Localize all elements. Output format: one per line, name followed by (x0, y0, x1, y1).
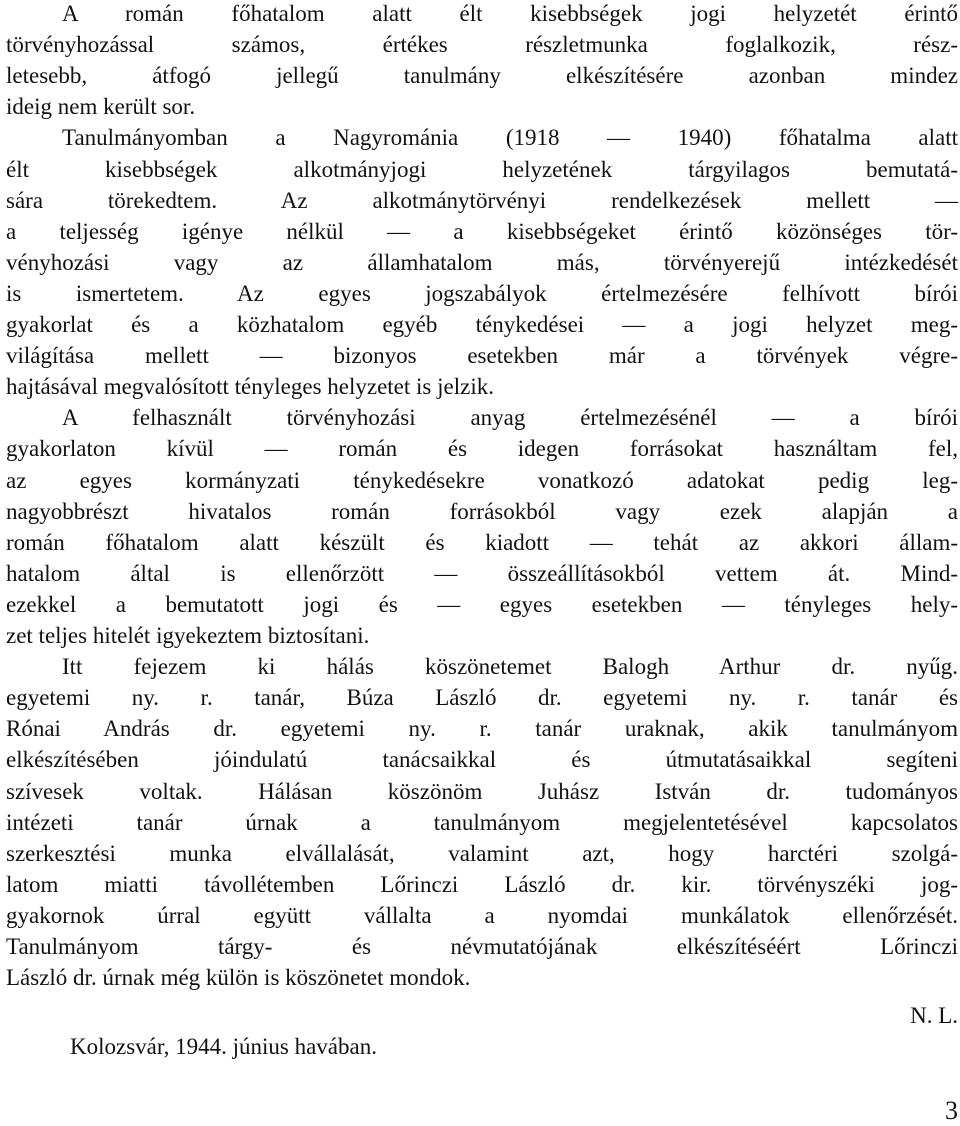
text-line: egyetemi ny. r. tanár, Búza László dr. egyetemi ny. r. tanár és (6, 685, 958, 711)
text-line: élt kisebbségek alkotmányjogi helyzetének tárgyilagos bemutatá- (6, 156, 958, 182)
page-number: 3 (945, 1096, 958, 1125)
text-line: László dr. úrnak még külön is köszönetet mondok. (6, 965, 471, 991)
text-line: törvényhozással számos, értékes részletmunka foglalkozik, rész- (6, 32, 958, 58)
text-line: ideig nem került sor. (6, 94, 196, 120)
text-line: szerkesztési munka elvállalását, valamint azt, hogy harctéri szolgá- (6, 840, 958, 866)
text-line: elkészítésében jóindulatú tanácsaikkal és útmutatásaikkal segíteni (6, 747, 958, 773)
text-line: Rónai András dr. egyetemi ny. r. tanár uraknak, akik tanulmányom (6, 716, 958, 742)
text-line: gyakornok úrral együtt vállalta a nyomdai munkálatok ellenőrzését. (6, 902, 958, 928)
text-line: Itt fejezem ki hálás köszönetemet Balogh Arthur dr. nyűg. (62, 654, 958, 680)
document-page (6, 0, 958, 1126)
text-line: a teljesség igénye nélkül — a kisebbségeket érintő közönséges tör- (6, 218, 958, 244)
dateline: Kolozsvár, 1944. június havában. (70, 1034, 377, 1059)
text-line: világítása mellett — bizonyos esetekben már a törvények végre- (6, 343, 958, 369)
text-line: is ismertetem. Az egyes jogszabályok értelmezésére felhívott bírói (6, 280, 958, 306)
text-line: hajtásával megvalósított tényleges helyzetet is jelzik. (6, 374, 494, 400)
text-line: szívesek voltak. Hálásan köszönöm Juhász István dr. tudományos (6, 778, 958, 804)
text-line: A felhasznált törvényhozási anyag értelmezésénél — a bírói (62, 405, 958, 431)
text-line: gyakorlaton kívül — román és idegen forrásokat használtam fel, (6, 436, 958, 462)
text-line: nagyobbrészt hivatalos román forrásokból vagy ezek alapján a (6, 498, 958, 524)
text-line: ezekkel a bemutatott jogi és — egyes esetekben — tényleges hely- (6, 591, 958, 617)
text-line: gyakorlat és a közhatalom egyéb ténykedései — a jogi helyzet meg- (6, 312, 958, 337)
text-line: latom miatti távollétemben Lőrinczi László dr. kir. törvényszéki jog- (6, 871, 958, 897)
text-line: Tanulmányomban a Nagyrománia (1918 — 1940) főhatalma alatt (62, 125, 958, 151)
text-line: A román főhatalom alatt élt kisebbségek jogi helyzetét érintő (62, 1, 958, 26)
text-line: Tanulmányom tárgy- és névmutatójának elkészítéséért Lőrinczi (6, 934, 958, 959)
author-initials: N. L. (910, 1003, 958, 1028)
text-line: zet teljes hitelét igyekeztem biztosítani. (6, 623, 370, 648)
text-line: intézeti tanár úrnak a tanulmányom megjelentetésével kapcsolatos (6, 809, 958, 835)
text-line: letesebb, átfogó jellegű tanulmány elkészítésére azonban mindez (6, 63, 958, 89)
text-line: sára törekedtem. Az alkotmánytörvényi rendelkezések mellett — (6, 187, 958, 213)
text-line: vényhozási vagy az államhatalom más, törvényerejű intézkedését (6, 249, 958, 275)
text-line: az egyes kormányzati ténykedésekre vonatkozó adatokat pedig leg- (6, 467, 958, 493)
text-line: román főhatalom alatt készült és kiadott — tehát az akkori állam- (6, 529, 958, 555)
text-line: hatalom által is ellenőrzött — összeállításokból vettem át. Mind- (6, 560, 958, 586)
